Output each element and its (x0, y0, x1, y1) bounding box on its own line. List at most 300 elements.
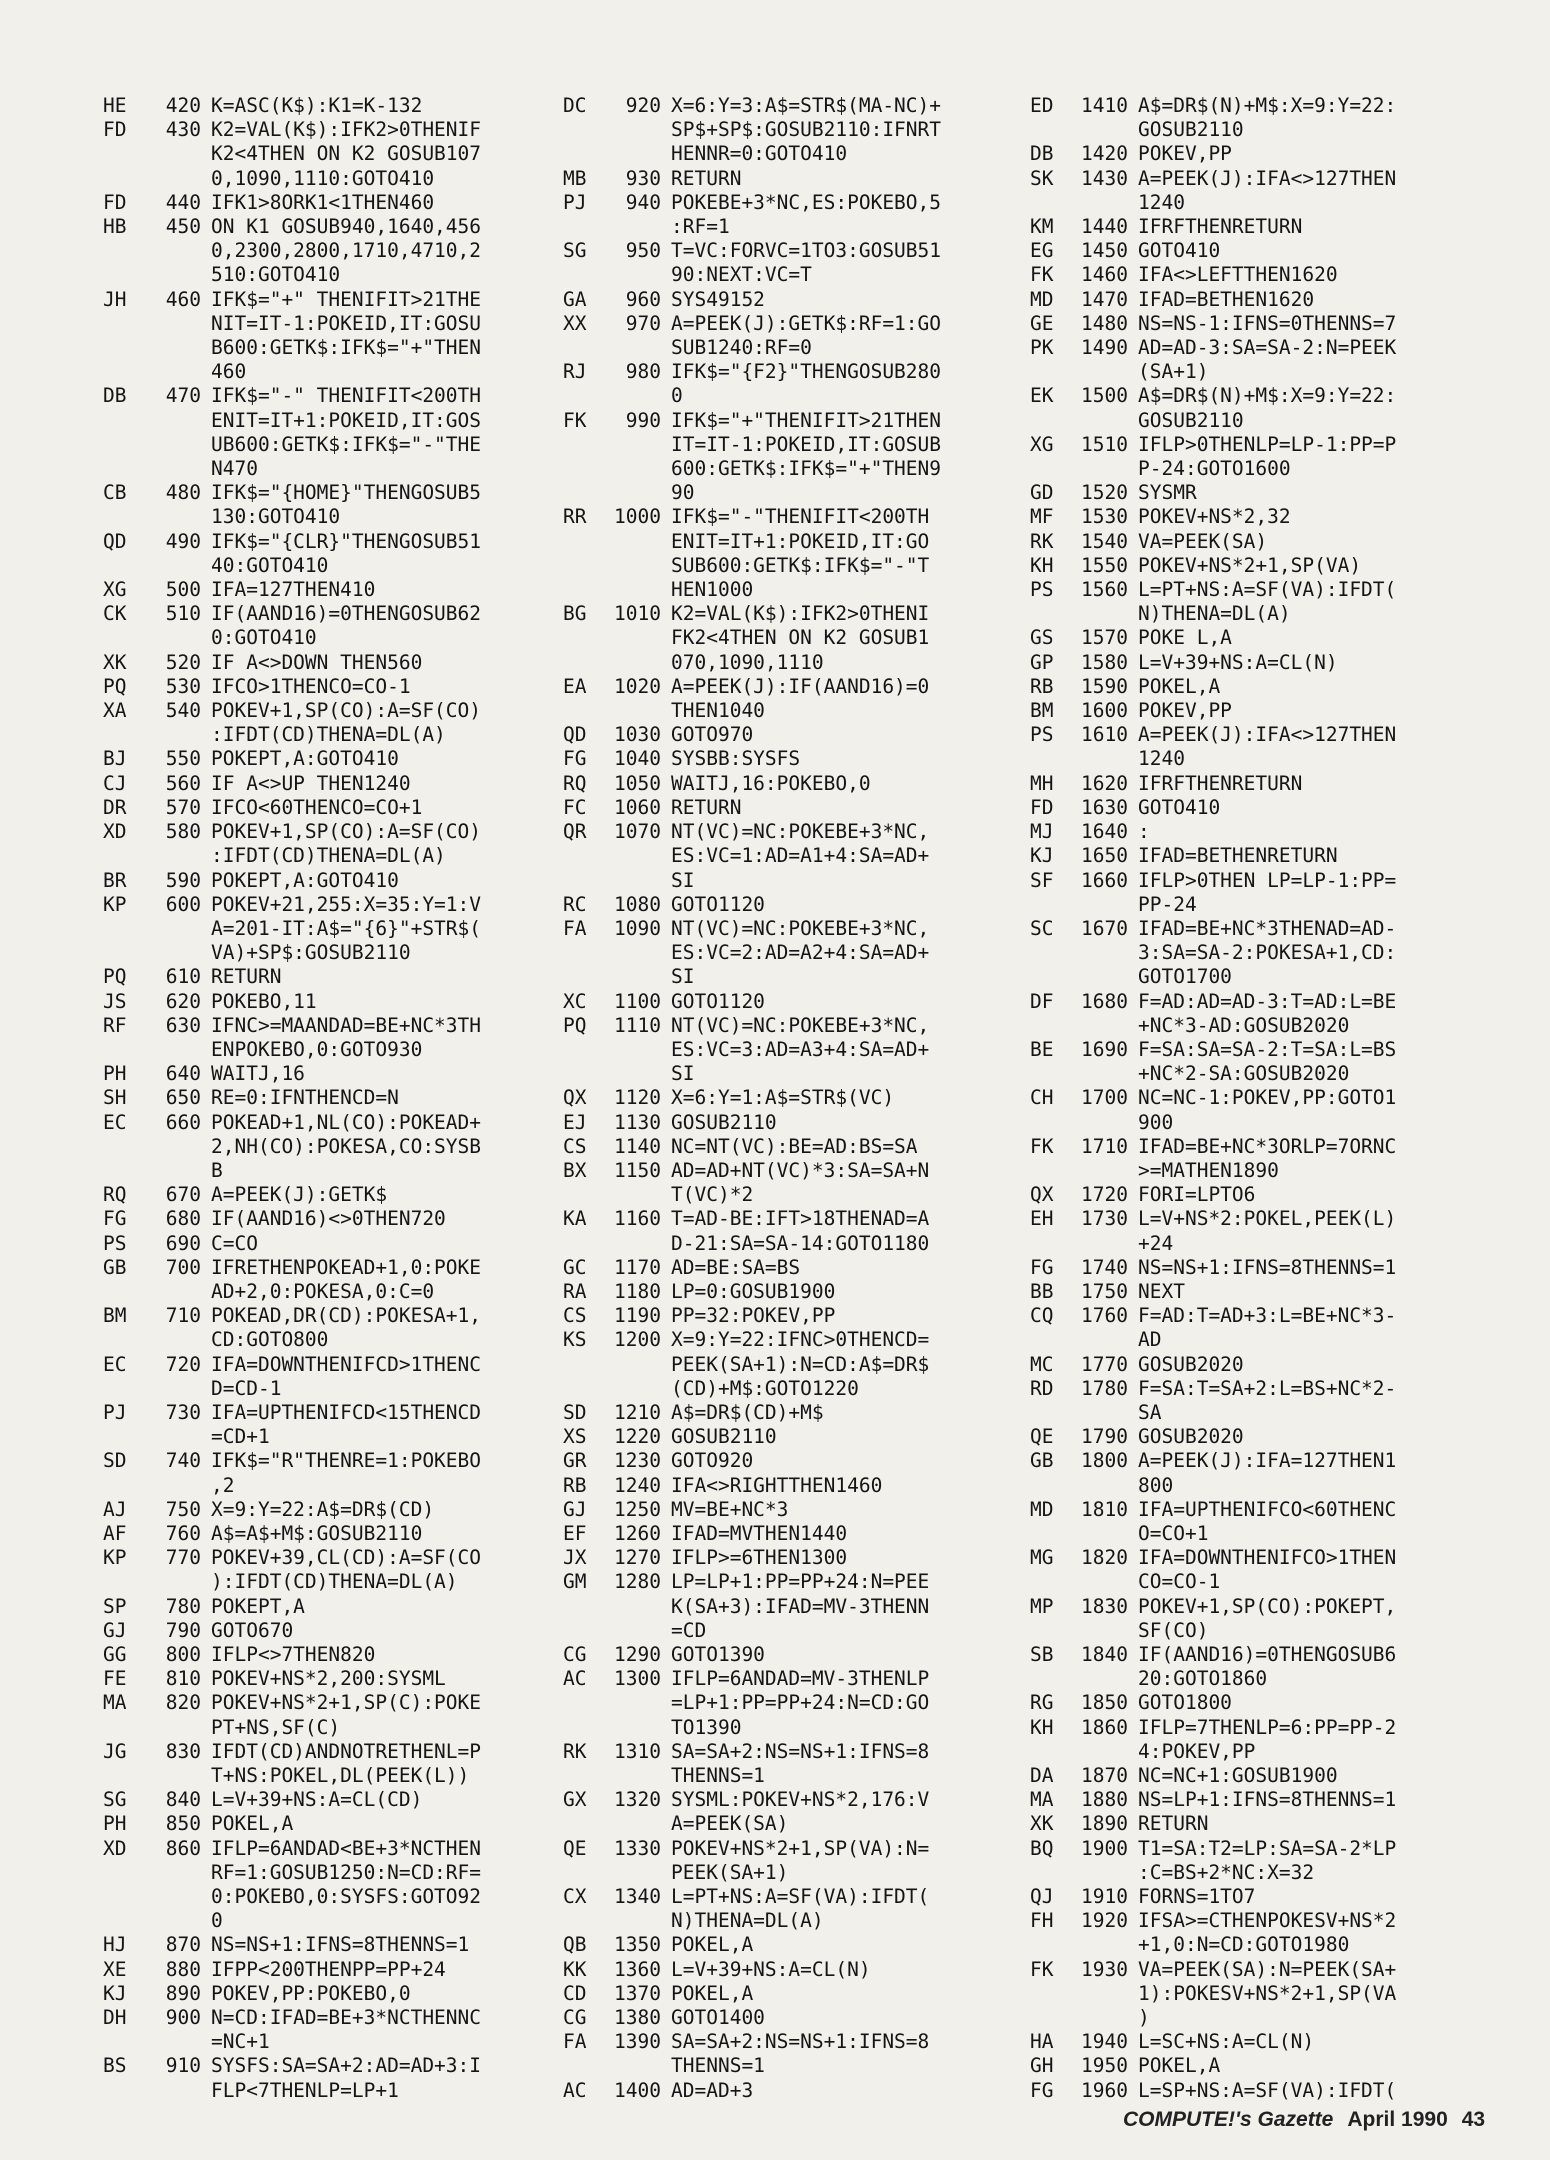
checksum: EC (103, 1352, 127, 1376)
statement: RETURN (671, 166, 742, 190)
line-number: 700 (165, 1255, 201, 1279)
program-line (563, 360, 1003, 408)
statement: NS=NS-1:IFNS=0THENNS=7 (1138, 311, 1397, 335)
checksum: FE (103, 1667, 127, 1691)
statement: T=VC:FORVC=1TO3:GOSUB51 90:NEXT:VC=T (671, 239, 942, 287)
checksum: PQ (103, 965, 127, 989)
checksum: CG (563, 2006, 587, 2030)
checksum: CS (563, 1134, 587, 1158)
program-line (103, 699, 543, 747)
program-line (103, 1111, 543, 1184)
line-number: 1440 (1081, 215, 1128, 239)
statement: GOSUB2020 (1138, 1425, 1244, 1449)
checksum: SC (1030, 916, 1054, 940)
statement: IFRFTHENRETURN (1138, 215, 1303, 239)
checksum: DH (103, 2006, 127, 2030)
statement: IFAD=BE+NC*3THENAD=AD- 3:SA=SA-2:POKESA+1,CD: GOTO1700 (1138, 916, 1397, 989)
checksum: HB (103, 215, 127, 239)
program-line (1030, 1812, 1470, 1836)
statement: POKEV,PP:POKEBO,0 (211, 1981, 411, 2005)
statement: GOTO410 (1138, 795, 1221, 819)
checksum: XG (1030, 432, 1054, 456)
line-number: 1760 (1081, 1304, 1128, 1328)
checksum: DA (1030, 1764, 1054, 1788)
program-line (1030, 1183, 1470, 1207)
line-number: 1370 (614, 1981, 661, 2005)
program-line (103, 1933, 543, 1957)
line-number: 1940 (1081, 2030, 1128, 2054)
checksum: FG (563, 747, 587, 771)
checksum: MD (1030, 287, 1054, 311)
program-line (563, 1014, 1003, 1087)
statement: RETURN (671, 795, 742, 819)
program-line (103, 651, 543, 675)
checksum: XD (103, 1836, 127, 1860)
statement: GOTO1800 (1138, 1691, 1232, 1715)
line-number: 1200 (614, 1328, 661, 1352)
line-number: 1660 (1081, 868, 1128, 892)
program-line (563, 1546, 1003, 1570)
statement: POKEL,A (1138, 674, 1221, 698)
statement: POKEV,PP (1138, 142, 1232, 166)
statement: A=PEEK(J):GETK$ (211, 1183, 388, 1207)
line-number: 1330 (614, 1836, 661, 1860)
program-line (103, 288, 543, 385)
statement: IFK$="+"THENIFIT>21THEN IT=IT-1:POKEID,IT:GOSUB 600:GETK$:IFK$="+"THEN9 90 (671, 408, 942, 505)
program-line (563, 1159, 1003, 1207)
line-number: 530 (165, 674, 201, 698)
program-line (563, 1570, 1003, 1643)
line-number: 1120 (614, 1086, 661, 1110)
statement: AD=AD+NT(VC)*3:SA=SA+N T(VC)*2 (671, 1158, 930, 1207)
checksum: SD (563, 1400, 587, 1424)
statement: AD=AD+3 (671, 2078, 754, 2102)
program-line (103, 1207, 543, 1231)
statement: X=6:Y=1:A$=STR$(VC) (671, 1086, 895, 1110)
program-line (103, 481, 543, 529)
checksum: ED (1030, 94, 1054, 117)
program-line (103, 965, 543, 989)
statement: GOSUB2020 (1138, 1352, 1244, 1376)
statement: POKEPT,A:GOTO410 (211, 747, 399, 771)
line-number: 510 (165, 602, 201, 626)
line-number: 1190 (614, 1304, 661, 1328)
statement: NT(VC)=NC:POKEBE+3*NC, ES:VC=1:AD=A1+4:SA=AD+ SI (671, 820, 930, 892)
checksum: BB (1030, 1279, 1054, 1303)
program-line (103, 990, 543, 1014)
line-number: 860 (165, 1836, 201, 1860)
program-line (103, 602, 543, 650)
program-line (1030, 1764, 1470, 1788)
statement: IFNC>=MAANDAD=BE+NC*3TH ENPOKEBO,0:GOTO930 (211, 1013, 482, 1061)
statement: FORI=LPTO6 (1138, 1183, 1256, 1207)
checksum: FD (103, 118, 127, 142)
statement: RE=0:IFNTHENCD=N (211, 1086, 399, 1110)
line-number: 1890 (1081, 1812, 1128, 1836)
line-number: 1920 (1081, 1909, 1128, 1933)
program-line (1030, 2079, 1470, 2103)
checksum: DR (103, 795, 127, 819)
statement: IFK$="-"THENIFIT<200TH ENIT=IT+1:POKEID,IT:GO SUB600:GETK$:IFK$="-"T HEN1000 (671, 505, 930, 602)
statement: POKEV+21,255:X=35:Y=1:V A=201-IT:A$="{6}"+STR$( VA)+SP$:GOSUB2110 (211, 892, 482, 965)
line-number: 1460 (1081, 263, 1128, 287)
statement: N=CD:IFAD=BE+3*NCTHENNC =NC+1 (211, 2006, 482, 2054)
checksum: PQ (563, 1013, 587, 1037)
program-line (563, 602, 1003, 675)
statement: POKEAD,DR(CD):POKESA+1, CD:GOTO800 (211, 1304, 482, 1352)
program-line (563, 1933, 1003, 1957)
checksum: GS (1030, 626, 1054, 650)
checksum: BQ (1030, 1836, 1054, 1860)
line-number: 1080 (614, 892, 661, 916)
program-line (103, 1546, 543, 1594)
statement: POKEL,A (211, 1812, 294, 1836)
line-number: 960 (625, 287, 661, 311)
statement: A$=DR$(CD)+M$ (671, 1400, 824, 1424)
statement: IFK$="R"THENRE=1:POKEBO ,2 (211, 1449, 482, 1497)
line-number: 1560 (1081, 578, 1128, 602)
line-number: 1530 (1081, 505, 1128, 529)
program-line (103, 2054, 543, 2102)
checksum: MP (1030, 1594, 1054, 1618)
line-number: 670 (165, 1183, 201, 1207)
checksum: BX (563, 1158, 587, 1182)
program-line (103, 1014, 543, 1062)
statement: POKEL,A (671, 1981, 754, 2005)
statement: POKEV+NS*2+1,SP(VA):N= PEEK(SA+1) (671, 1836, 930, 1884)
program-line (1030, 239, 1470, 263)
program-line (1030, 263, 1470, 287)
checksum: MC (1030, 1352, 1054, 1376)
line-number: 790 (165, 1618, 201, 1642)
statement: A$=DR$(N)+M$:X=9:Y=22: GOSUB2110 (1138, 94, 1397, 142)
program-line (1030, 1280, 1470, 1304)
statement: A=PEEK(J):IFA<>127THEN 1240 (1138, 723, 1397, 771)
program-line (1030, 1909, 1470, 1957)
checksum: EA (563, 674, 587, 698)
line-number: 1620 (1081, 771, 1128, 795)
statement: X=9:Y=22:A$=DR$(CD) (211, 1497, 435, 1521)
line-number: 1770 (1081, 1352, 1128, 1376)
line-number: 1310 (614, 1739, 661, 1763)
line-number: 1860 (1081, 1715, 1128, 1739)
statement: IFAD=MVTHEN1440 (671, 1521, 848, 1545)
statement: SYSFS:SA=SA+2:AD=AD+3:I FLP<7THENLP=LP+1 (211, 2054, 482, 2102)
line-number: 1410 (1081, 94, 1128, 117)
statement: POKEAD+1,NL(CO):POKEAD+ 2,NH(CO):POKESA,CO:SYSB B (211, 1110, 482, 1182)
statement: RETURN (211, 965, 282, 989)
line-number: 1870 (1081, 1764, 1128, 1788)
program-line (1030, 1716, 1470, 1764)
program-line (1030, 433, 1470, 481)
line-number: 520 (165, 650, 201, 674)
checksum: KP (103, 1546, 127, 1570)
checksum: PS (1030, 723, 1054, 747)
statement: K=ASC(K$):K1=K-132 (211, 94, 423, 117)
line-number: 1320 (614, 1788, 661, 1812)
program-line (563, 990, 1003, 1014)
checksum: BM (1030, 699, 1054, 723)
program-line (103, 820, 543, 868)
line-number: 440 (165, 190, 201, 214)
line-number: 1280 (614, 1570, 661, 1594)
statement: L=V+NS*2:POKEL,PEEK(L) +24 (1138, 1207, 1397, 1255)
statement: IFAD=BETHEN1620 (1138, 287, 1315, 311)
statement: IFAD=BE+NC*3ORLP=7ORNC >=MATHEN1890 (1138, 1134, 1397, 1182)
checksum: QD (103, 529, 127, 553)
statement: IFCO<60THENCO=CO+1 (211, 795, 423, 819)
checksum: PS (103, 1231, 127, 1255)
statement: POKEBO,11 (211, 989, 317, 1013)
checksum: EH (1030, 1207, 1054, 1231)
line-number: 660 (165, 1110, 201, 1134)
program-line (1030, 1595, 1470, 1643)
statement: LP=0:GOSUB1900 (671, 1279, 836, 1303)
program-line (103, 215, 543, 288)
line-number: 1500 (1081, 384, 1128, 408)
line-number: 540 (165, 699, 201, 723)
checksum: SH (103, 1086, 127, 1110)
statement: GOSUB2110 (671, 1110, 777, 1134)
line-number: 1690 (1081, 1037, 1128, 1061)
line-number: 870 (165, 1933, 201, 1957)
checksum: MJ (1030, 820, 1054, 844)
program-line (563, 1958, 1003, 1982)
checksum: XC (563, 989, 587, 1013)
program-line (1030, 917, 1470, 990)
statement: IFLP>0THENLP=LP-1:PP=P P-24:GOTO1600 (1138, 432, 1397, 481)
program-line (103, 1401, 543, 1449)
checksum: KS (563, 1328, 587, 1352)
statement: A$=DR$(N)+M$:X=9:Y=22: GOSUB2110 (1138, 384, 1397, 432)
line-number: 740 (165, 1449, 201, 1473)
program-line (1030, 1643, 1470, 1691)
checksum: FG (1030, 2078, 1054, 2102)
program-line (1030, 1377, 1470, 1425)
statement: NS=NS+1:IFNS=8THENNS=1 (211, 1933, 470, 1957)
magazine-name: COMPUTE!'s Gazette (1123, 2108, 1334, 2131)
checksum: GH (1030, 2054, 1054, 2078)
line-number: 640 (165, 1062, 201, 1086)
checksum: MH (1030, 771, 1054, 795)
checksum: HE (103, 94, 127, 117)
checksum: QE (563, 1836, 587, 1860)
statement: POKEL,A (1138, 2054, 1221, 2078)
checksum: FH (1030, 1909, 1054, 1933)
program-line (103, 1788, 543, 1812)
line-number: 1570 (1081, 626, 1128, 650)
program-line (563, 1837, 1003, 1885)
checksum: FC (563, 795, 587, 819)
line-number: 980 (625, 360, 661, 384)
statement: IFLP>=6THEN1300 (671, 1546, 848, 1570)
line-number: 570 (165, 795, 201, 819)
program-line (563, 820, 1003, 893)
program-line (563, 191, 1003, 239)
checksum: QD (563, 723, 587, 747)
line-number: 1590 (1081, 674, 1128, 698)
statement: POKEV+NS*2+1,SP(C):POKE PT+NS,SF(C) (211, 1691, 482, 1739)
checksum: GR (563, 1449, 587, 1473)
checksum: RK (1030, 529, 1054, 553)
line-number: 1270 (614, 1546, 661, 1570)
program-line (563, 312, 1003, 360)
line-number: 1450 (1081, 239, 1128, 263)
line-number: 1420 (1081, 142, 1128, 166)
program-line (563, 1885, 1003, 1933)
statement: K2=VAL(K$):IFK2>0THENI FK2<4THEN ON K2 GOSUB1 070,1090,1110 (671, 602, 930, 674)
checksum: PH (103, 1062, 127, 1086)
program-line (563, 675, 1003, 723)
checksum: PQ (103, 674, 127, 698)
program-line (103, 2006, 543, 2054)
checksum: RB (1030, 674, 1054, 698)
checksum: KJ (1030, 844, 1054, 868)
line-number: 1600 (1081, 699, 1128, 723)
page-number: 43 (1461, 2108, 1486, 2131)
program-line (563, 747, 1003, 771)
line-number: 1400 (614, 2078, 661, 2102)
checksum: FG (1030, 1255, 1054, 1279)
program-line (1030, 384, 1470, 432)
line-number: 550 (165, 747, 201, 771)
statement: SYS49152 (671, 287, 765, 311)
program-line (1030, 820, 1470, 844)
program-line (103, 578, 543, 602)
statement: MV=BE+NC*3 (671, 1497, 789, 1521)
program-line (103, 1812, 543, 1836)
line-number: 1880 (1081, 1788, 1128, 1812)
line-number: 900 (165, 2006, 201, 2030)
checksum: GJ (563, 1497, 587, 1521)
checksum: FK (1030, 1957, 1054, 1981)
line-number: 1710 (1081, 1134, 1128, 1158)
line-number: 1480 (1081, 311, 1128, 335)
line-number: 1380 (614, 2006, 661, 2030)
program-line (103, 869, 543, 893)
statement: GOTO410 (1138, 239, 1221, 263)
checksum: KM (1030, 215, 1054, 239)
program-line (1030, 1353, 1470, 1377)
line-number: 1700 (1081, 1086, 1128, 1110)
line-number: 1780 (1081, 1376, 1128, 1400)
statement: GOTO920 (671, 1449, 754, 1473)
checksum: RA (563, 1279, 587, 1303)
listing-column-1 (103, 94, 543, 2103)
checksum: RG (1030, 1691, 1054, 1715)
line-number: 1810 (1081, 1497, 1128, 1521)
statement: T1=SA:T2=LP:SA=SA-2*LP :C=BS+2*NC:X=32 (1138, 1836, 1397, 1884)
checksum: QX (563, 1086, 587, 1110)
statement: IFK$="{CLR}"THENGOSUB51 40:GOTO410 (211, 529, 482, 577)
line-number: 1360 (614, 1957, 661, 1981)
program-line (1030, 772, 1470, 796)
checksum: BJ (103, 747, 127, 771)
line-number: 1340 (614, 1885, 661, 1909)
program-line (1030, 1691, 1470, 1715)
statement: POKEV+39,CL(CD):A=SF(CO ):IFDT(CD)THENA=DL(A) (211, 1546, 482, 1594)
program-line (103, 1304, 543, 1352)
line-number: 1090 (614, 916, 661, 940)
checksum: SG (103, 1788, 127, 1812)
checksum: XX (563, 311, 587, 335)
checksum: SG (563, 239, 587, 263)
program-line (563, 1256, 1003, 1280)
statement: NT(VC)=NC:POKEBE+3*NC, ES:VC=3:AD=A3+4:SA=AD+ SI (671, 1013, 930, 1086)
line-number: 1210 (614, 1400, 661, 1424)
statement: IF A<>DOWN THEN560 (211, 650, 423, 674)
statement: ON K1 GOSUB940,1640,456 0,2300,2800,1710,4710,2 510:GOTO410 (211, 215, 482, 287)
program-line (1030, 1958, 1470, 2031)
program-line (103, 1498, 543, 1522)
checksum: EK (1030, 384, 1054, 408)
line-number: 480 (165, 481, 201, 505)
statement: IFCO>1THENCO=CO-1 (211, 674, 411, 698)
program-line (1030, 1256, 1470, 1280)
statement: A=PEEK(J):IF(AAND16)=0 THEN1040 (671, 674, 930, 723)
checksum: BS (103, 2054, 127, 2078)
program-line (563, 1207, 1003, 1255)
checksum: SK (1030, 166, 1054, 190)
line-number: 780 (165, 1594, 201, 1618)
checksum: DC (563, 94, 587, 117)
checksum: XG (103, 578, 127, 602)
statement: GOTO970 (671, 723, 754, 747)
statement: IF(AAND16)=0THENGOSUB6 20:GOTO1860 (1138, 1643, 1397, 1691)
statement: A=PEEK(J):GETK$:RF=1:GO SUB1240:RF=0 (671, 311, 942, 360)
checksum: KH (1030, 1715, 1054, 1739)
statement: GOTO670 (211, 1618, 294, 1642)
checksum: CD (563, 1981, 587, 2005)
checksum: RJ (563, 360, 587, 384)
checksum: HJ (103, 1933, 127, 1957)
line-number: 1800 (1081, 1449, 1128, 1473)
program-line (563, 1643, 1003, 1667)
program-line (1030, 288, 1470, 312)
line-number: 650 (165, 1086, 201, 1110)
line-number: 1250 (614, 1497, 661, 1521)
program-line (1030, 1449, 1470, 1497)
checksum: GA (563, 287, 587, 311)
program-line (563, 1304, 1003, 1328)
checksum: SD (103, 1449, 127, 1473)
line-number: 1300 (614, 1667, 661, 1691)
statement: WAITJ,16 (211, 1062, 305, 1086)
checksum: CG (563, 1643, 587, 1666)
statement: IFA<>RIGHTTHEN1460 (671, 1473, 883, 1497)
program-line (1030, 94, 1470, 142)
program-line (563, 1328, 1003, 1401)
line-number: 1010 (614, 602, 661, 626)
line-number: 1180 (614, 1279, 661, 1303)
line-number: 1640 (1081, 820, 1128, 844)
line-number: 630 (165, 1013, 201, 1037)
checksum: FK (1030, 1134, 1054, 1158)
program-line (103, 675, 543, 699)
line-number: 1020 (614, 674, 661, 698)
checksum: GX (563, 1788, 587, 1812)
program-line (103, 1982, 543, 2006)
program-line (563, 94, 1003, 167)
statement: IFK1>8ORK1<1THEN460 (211, 190, 435, 214)
statement: IFK$="+" THENIFIT>21THE NIT=IT-1:POKEID,IT:GOSU B600:GETK$:IFK$="+"THEN 460 (211, 287, 482, 384)
line-number: 1540 (1081, 529, 1128, 553)
program-line (103, 1837, 543, 1934)
listing-column-2 (563, 94, 1003, 2103)
line-number: 1230 (614, 1449, 661, 1473)
statement: L=V+39+NS:A=CL(CD) (211, 1788, 423, 1812)
program-line (1030, 675, 1470, 699)
